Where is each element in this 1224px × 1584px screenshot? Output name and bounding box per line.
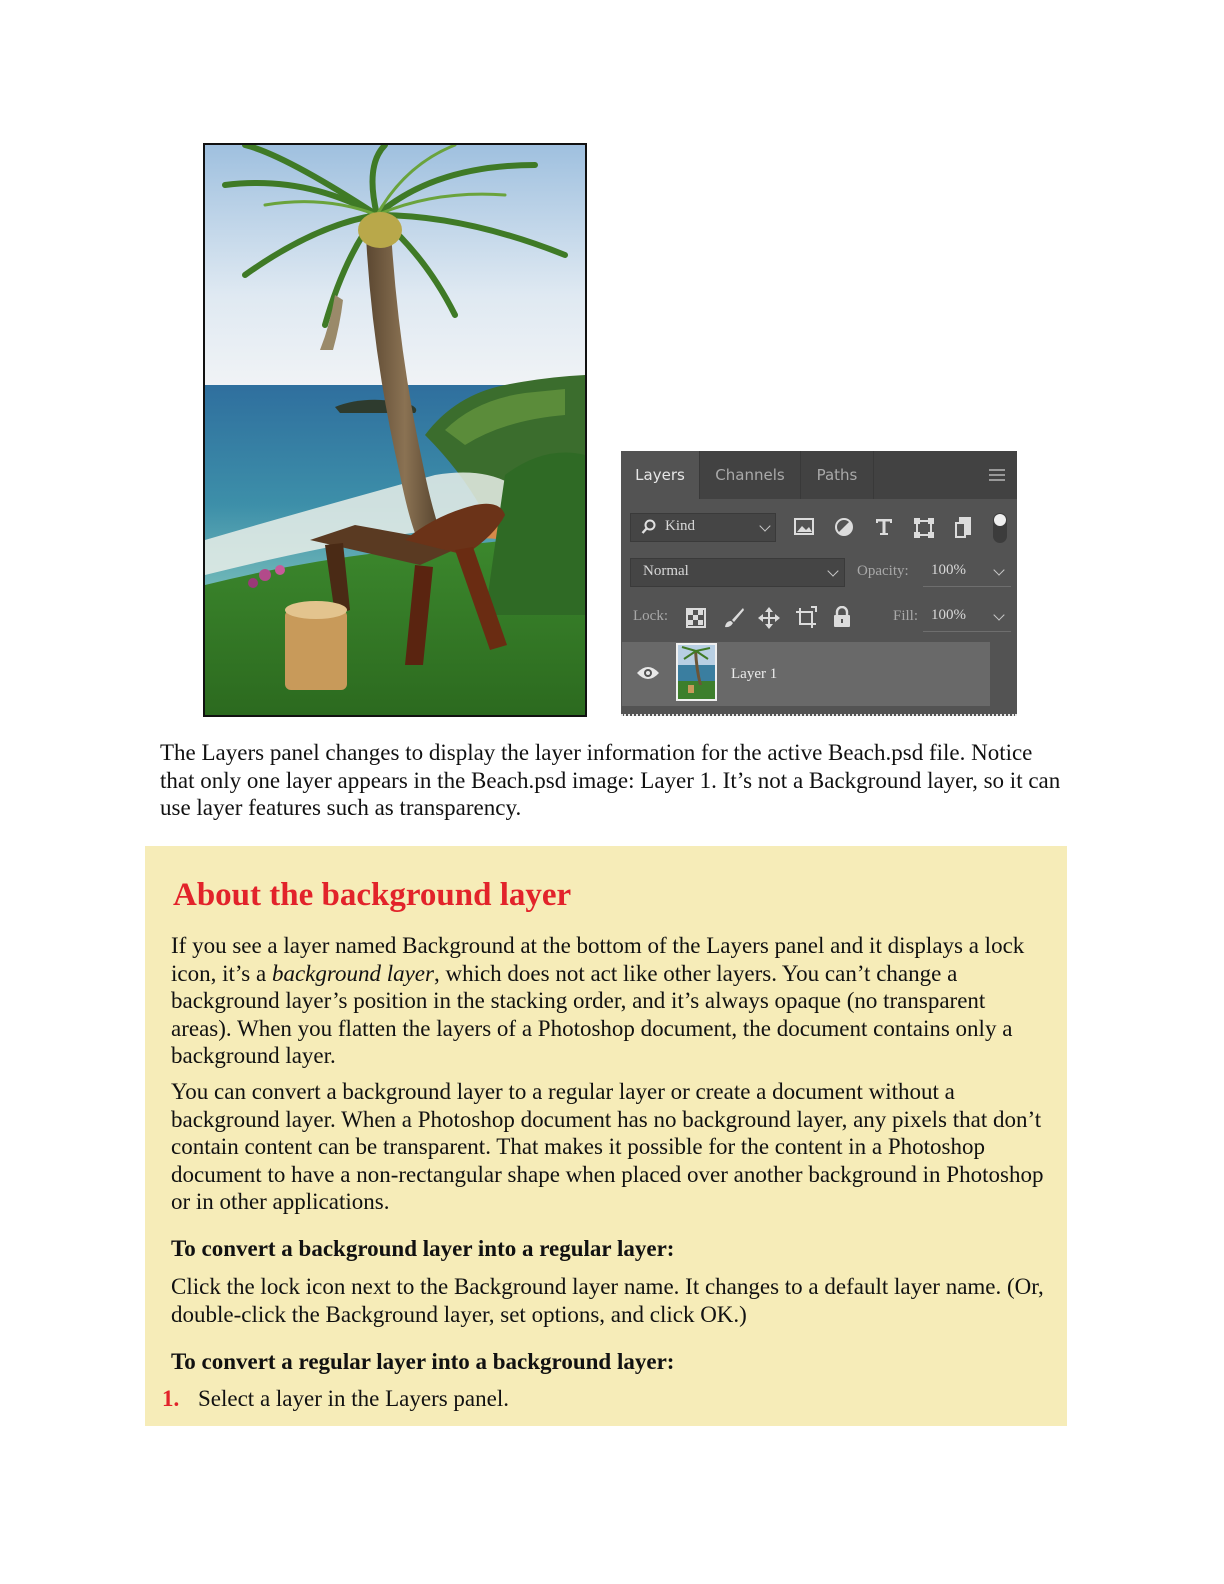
sidebar-subheading-1: To convert a background layer into a regular layer: bbox=[171, 1236, 675, 1261]
beach-photo bbox=[203, 143, 587, 717]
tab-channels[interactable]: Channels bbox=[715, 466, 785, 484]
panel-menu-icon[interactable] bbox=[989, 469, 1005, 484]
tab-layers[interactable]: Layers bbox=[621, 451, 699, 499]
layer-thumbnail bbox=[676, 643, 717, 701]
lock-transparent-pixels-icon[interactable] bbox=[686, 608, 706, 628]
step-number: 1. bbox=[162, 1386, 180, 1411]
fill-value: 100% bbox=[931, 607, 966, 623]
visibility-eye-icon[interactable] bbox=[636, 665, 660, 681]
panel-tab-bar bbox=[621, 451, 1017, 499]
adjustment-layer-filter-icon[interactable] bbox=[834, 517, 854, 537]
lock-all-icon[interactable] bbox=[833, 606, 851, 628]
opacity-value: 100% bbox=[931, 562, 966, 578]
sidebar-title: About the background layer bbox=[173, 877, 572, 913]
opacity-field[interactable] bbox=[923, 558, 1011, 587]
smart-object-filter-icon[interactable] bbox=[954, 516, 974, 538]
pixel-layer-filter-icon[interactable] bbox=[793, 517, 815, 537]
fill-field[interactable] bbox=[923, 603, 1011, 632]
sidebar-paragraph-2: You can convert a background layer to a regular layer or create a document without a background layer. When a Photoshop document has no background layer, any pixels that don’t contain content can be transparent. That makes it possible for the content in a Photoshop document to have a non-rectangular shape when placed over another background in Photoshop or in other applications. bbox=[171, 1079, 1044, 1214]
type-layer-filter-icon[interactable] bbox=[874, 517, 894, 537]
step-text: Select a layer in the Layers panel. bbox=[198, 1386, 509, 1411]
fill-label: Fill: bbox=[893, 608, 919, 624]
lock-position-move-icon[interactable] bbox=[757, 606, 781, 630]
shape-layer-filter-icon[interactable] bbox=[913, 517, 935, 539]
blend-mode-value: Normal bbox=[643, 563, 689, 579]
tab-paths[interactable]: Paths bbox=[816, 466, 858, 484]
lock-image-pixels-brush-icon[interactable] bbox=[723, 607, 745, 629]
sidebar-subheading-2: To convert a regular layer into a background layer: bbox=[171, 1349, 675, 1374]
sidebar-paragraph-1: If you see a layer named Background at the bottom of the Layers panel and it displays a lock icon, it’s a background layer, which does not act like other layers. You can’t change a background layer’s position in the stacking order, and it’s always opaque (no transparent areas). When you flatten the layers of a Photoshop document, the document contains only a background layer. bbox=[171, 933, 1025, 1068]
lock-artboard-icon[interactable] bbox=[794, 606, 818, 630]
search-icon bbox=[641, 519, 657, 535]
filter-kind-select[interactable] bbox=[630, 513, 776, 542]
filter-kind-label: Kind bbox=[665, 518, 695, 534]
chevron-down-icon bbox=[993, 609, 1004, 620]
lock-label: Lock: bbox=[633, 608, 668, 624]
layer-name[interactable]: Layer 1 bbox=[731, 666, 778, 682]
blend-mode-select[interactable] bbox=[630, 558, 845, 587]
chevron-down-icon bbox=[993, 564, 1004, 575]
chevron-down-icon bbox=[827, 565, 838, 576]
body-caption: The Layers panel changes to display the layer information for the active Beach.psd file. Notice that only one layer appears in the Beach.psd image: Layer 1. It’s not a Background layer, so it can use layer features such as transparency. bbox=[160, 740, 1061, 820]
sidebar-paragraph-3: Click the lock icon next to the Background layer name. It changes to a default layer name. (Or, double-click the Background layer, set options, and click OK.) bbox=[171, 1274, 1044, 1327]
opacity-label: Opacity: bbox=[857, 563, 909, 579]
filter-toggle-switch[interactable] bbox=[993, 513, 1007, 543]
chevron-down-icon bbox=[759, 520, 770, 531]
